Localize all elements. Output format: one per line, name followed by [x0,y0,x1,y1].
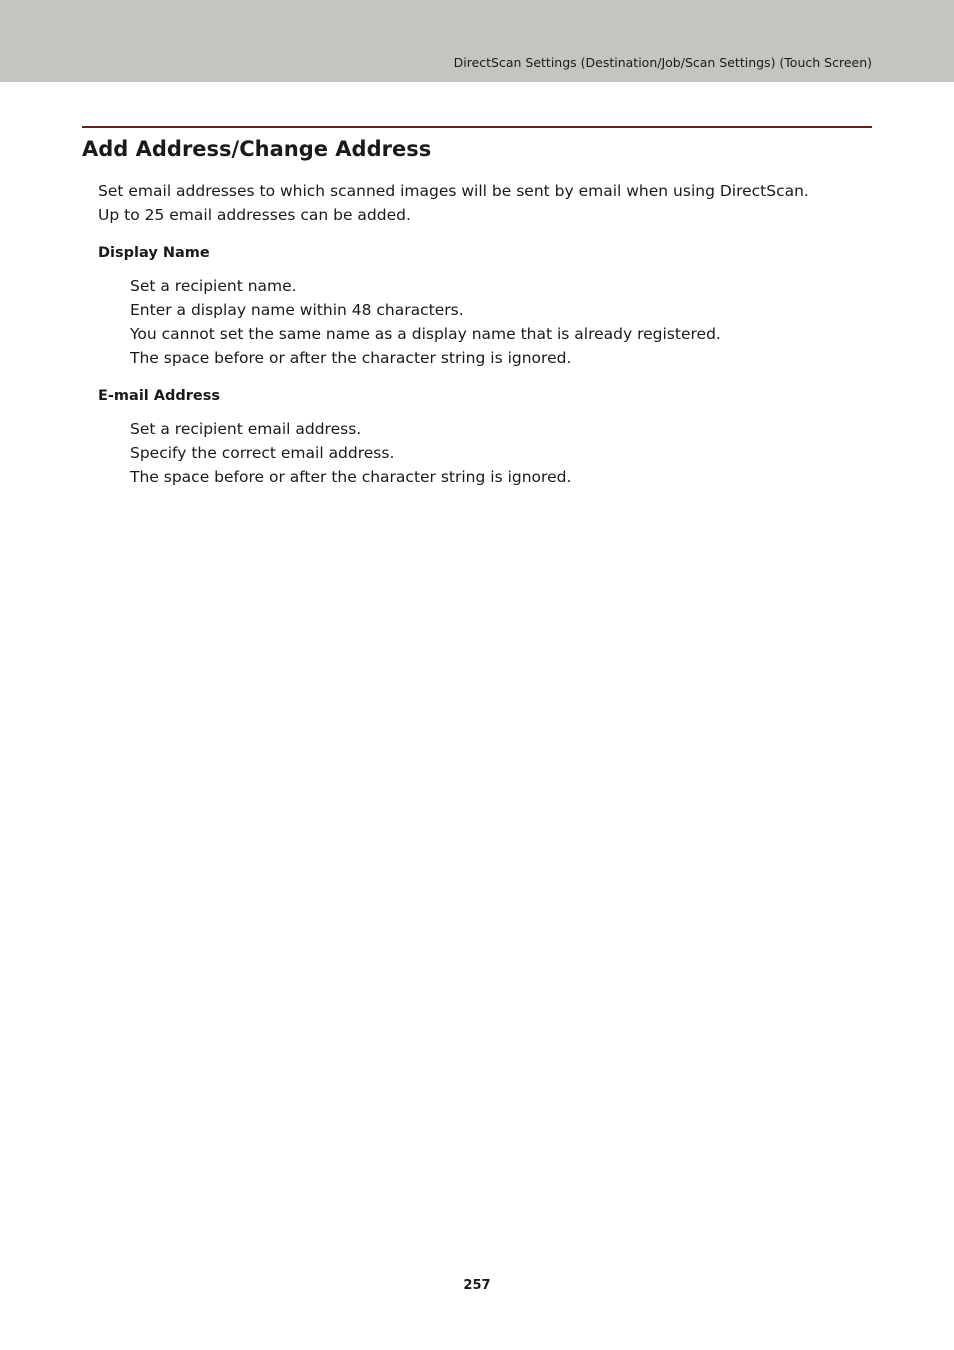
section-heading-email-address: E-mail Address [98,388,221,404]
section-body-display-name [130,274,721,370]
intro-line: Set email addresses to which scanned images will be sent by email when using DirectScan. [98,182,809,200]
section-line: Enter a display name within 48 characters. [130,301,464,319]
intro-line: Up to 25 email addresses can be added. [98,206,411,224]
section-line: The space before or after the character string is ignored. [130,349,572,367]
section-line: The space before or after the character string is ignored. [130,468,572,486]
header-band [0,0,954,82]
page-title: Add Address/Change Address [82,137,432,161]
section-heading-display-name: Display Name [98,245,210,261]
section-line: Set a recipient name. [130,277,297,295]
intro-paragraph [98,179,809,227]
section-body-email-address [130,417,571,489]
title-rule [82,126,872,128]
page-number: 257 [463,1278,491,1293]
section-line: You cannot set the same name as a display name that is already registered. [130,325,721,343]
section-line: Set a recipient email address. [130,420,362,438]
section-line: Specify the correct email address. [130,444,395,462]
header-breadcrumb: DirectScan Settings (Destination/Job/Scan Settings) (Touch Screen) [453,55,872,70]
